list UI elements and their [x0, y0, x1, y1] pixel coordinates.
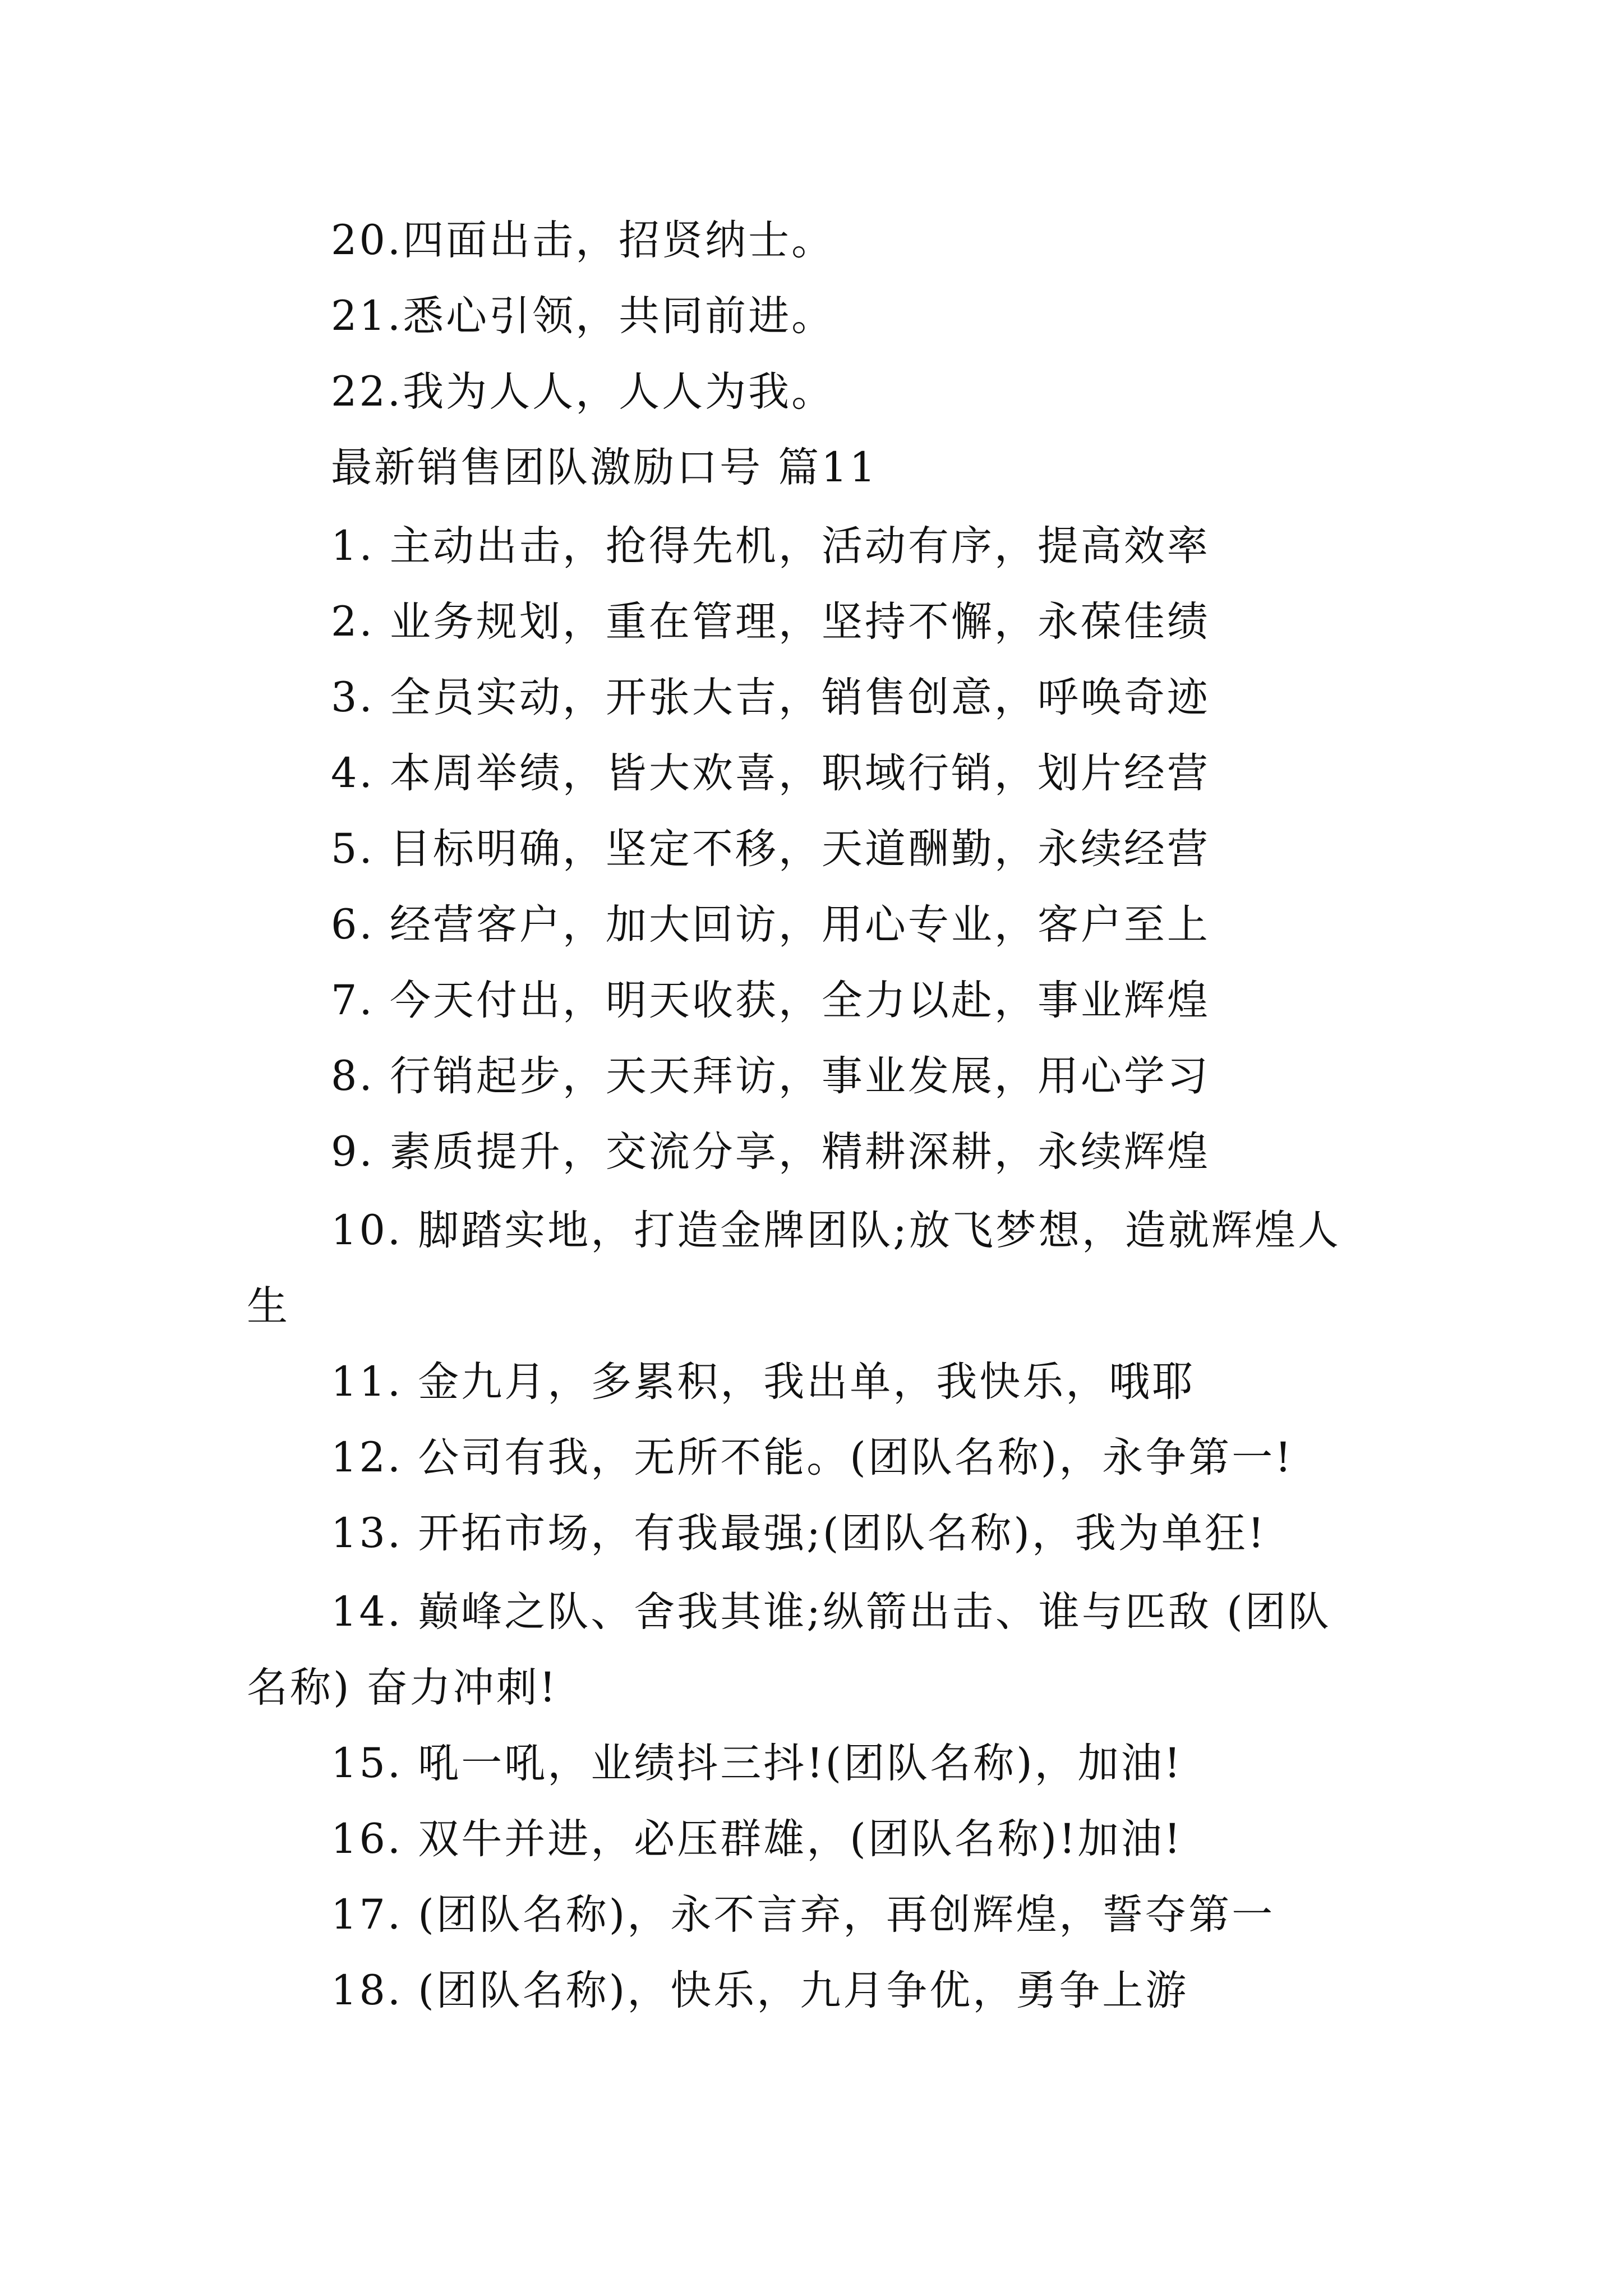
list-item: 22.我为人人，人人为我。	[331, 368, 835, 416]
list-item: 17. (团队名称)，永不言弃，再创辉煌，誓夺第一	[331, 1891, 1275, 1939]
list-item: 1. 主动出击，抢得先机，活动有序，提高效率	[331, 522, 1210, 570]
list-item: 9. 素质提升，交流分享，精耕深耕，永续辉煌	[331, 1128, 1210, 1176]
list-item: 5. 目标明确，坚定不移，天道酬勤，永续经营	[331, 825, 1210, 873]
list-item: 8. 行销起步，天天拜访，事业发展，用心学习	[331, 1052, 1210, 1100]
list-item: 16. 双牛并进，必压群雄，(团队名称)!加油!	[331, 1815, 1183, 1863]
list-item: 11. 金九月，多累积，我出单，我快乐，哦耶	[331, 1358, 1196, 1406]
list-item: 6. 经营客户，加大回访，用心专业，客户至上	[331, 901, 1210, 949]
list-item: 12. 公司有我，无所不能。(团队名称)，永争第一!	[331, 1434, 1294, 1481]
list-item: 20.四面出击，招贤纳士。	[331, 217, 835, 264]
section-heading: 最新销售团队激励口号 篇11	[331, 444, 878, 491]
list-item: 18. (团队名称)，快乐，九月争优，勇争上游	[331, 1967, 1189, 2014]
list-item: 2. 业务规划，重在管理，坚持不懈，永葆佳绩	[331, 598, 1210, 646]
list-item: 4. 本周举绩，皆大欢喜，职域行销，划片经营	[331, 749, 1210, 797]
list-item: 15. 吼一吼，业绩抖三抖!(团队名称)，加油!	[331, 1740, 1183, 1787]
list-item-continuation: 名称) 奋力冲刺!	[247, 1664, 559, 1711]
list-item: 10. 脚踏实地，打造金牌团队;放飞梦想，造就辉煌人	[331, 1207, 1341, 1254]
list-item: 13. 开拓市场，有我最强;(团队名称)，我为单狂!	[331, 1510, 1267, 1557]
list-item-continuation: 生	[247, 1282, 290, 1330]
list-item: 3. 全员实动，开张大吉，销售创意，呼唤奇迹	[331, 674, 1210, 721]
list-item: 21.悉心引领，共同前进。	[331, 292, 835, 340]
list-item: 7. 今天付出，明天收获，全力以赴，事业辉煌	[331, 977, 1210, 1024]
list-item: 14. 巅峰之队、舍我其谁;纵箭出击、谁与匹敌 (团队	[331, 1588, 1331, 1636]
